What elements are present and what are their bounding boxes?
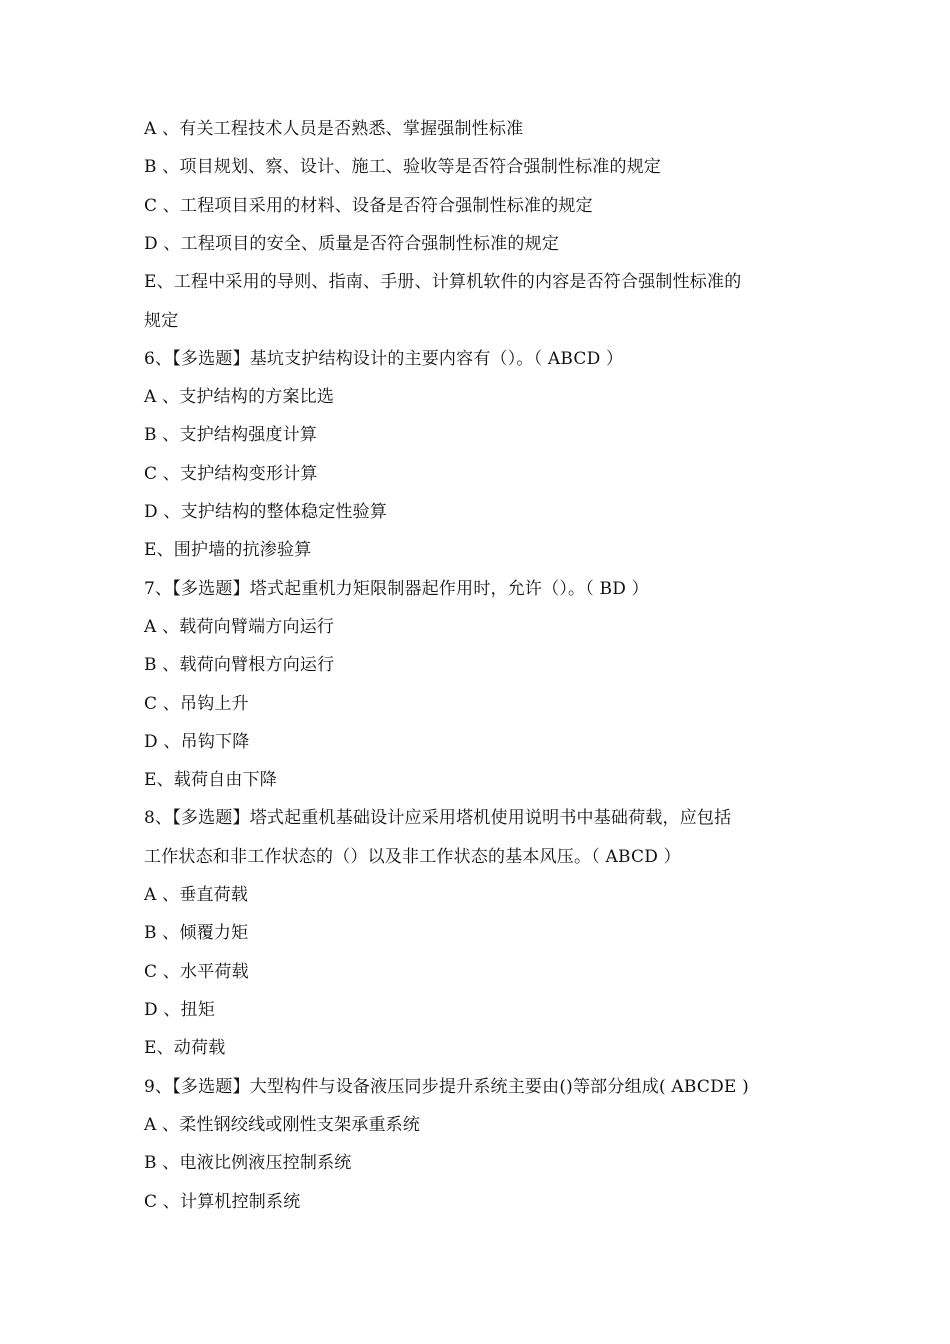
question-line: 7、【多选题】塔式起重机力矩限制器起作用时，允许（）。（ BD ） (144, 579, 649, 599)
option-line: E、动荷载 (144, 1038, 226, 1058)
option-line: C 、计算机控制系统 (144, 1192, 301, 1212)
option-line: D 、工程项目的安全、质量是否符合强制性标准的规定 (144, 234, 560, 254)
option-line: E、工程中采用的导则、指南、手册、计算机软件的内容是否符合强制性标准的 (144, 272, 742, 292)
question-line: 8、【多选题】塔式起重机基础设计应采用塔机使用说明书中基础荷载，应包括 (144, 808, 732, 828)
option-line: A 、有关工程技术人员是否熟悉、掌握强制性标准 (144, 119, 524, 139)
option-line: D 、吊钩下降 (144, 732, 250, 752)
option-line: A 、载荷向臂端方向运行 (144, 617, 335, 637)
option-line: B 、载荷向臂根方向运行 (144, 655, 335, 675)
option-line-continued: 规定 (144, 311, 179, 331)
option-line: C 、水平荷载 (144, 962, 249, 982)
option-line: E、载荷自由下降 (144, 770, 278, 790)
option-line: C 、工程项目采用的材料、设备是否符合强制性标准的规定 (144, 196, 593, 216)
option-line: D 、支护结构的整体稳定性验算 (144, 502, 388, 522)
option-line: D 、扭矩 (144, 1000, 216, 1020)
question-line-continued: 工作状态和非工作状态的（）以及非工作状态的基本风压。（ ABCD ） (144, 847, 681, 867)
option-line: B 、倾覆力矩 (144, 923, 249, 943)
question-line: 6、【多选题】基坑支护结构设计的主要内容有（）。（ ABCD ） (144, 349, 624, 369)
option-line: B 、支护结构强度计算 (144, 425, 318, 445)
option-line: C 、支护结构变形计算 (144, 464, 318, 484)
option-line: A 、柔性钢绞线或刚性支架承重系统 (144, 1115, 421, 1135)
option-line: B 、电液比例液压控制系统 (144, 1153, 352, 1173)
option-line: A 、垂直荷载 (144, 885, 249, 905)
option-line: A 、支护结构的方案比选 (144, 387, 335, 407)
option-line: C 、吊钩上升 (144, 694, 249, 714)
option-line: B 、项目规划、察、设计、施工、验收等是否符合强制性标准的规定 (144, 157, 662, 177)
option-line: E、围护墙的抗渗验算 (144, 540, 312, 560)
question-line: 9、【多选题】大型构件与设备液压同步提升系统主要由()等部分组成( ABCDE ) (144, 1077, 749, 1097)
